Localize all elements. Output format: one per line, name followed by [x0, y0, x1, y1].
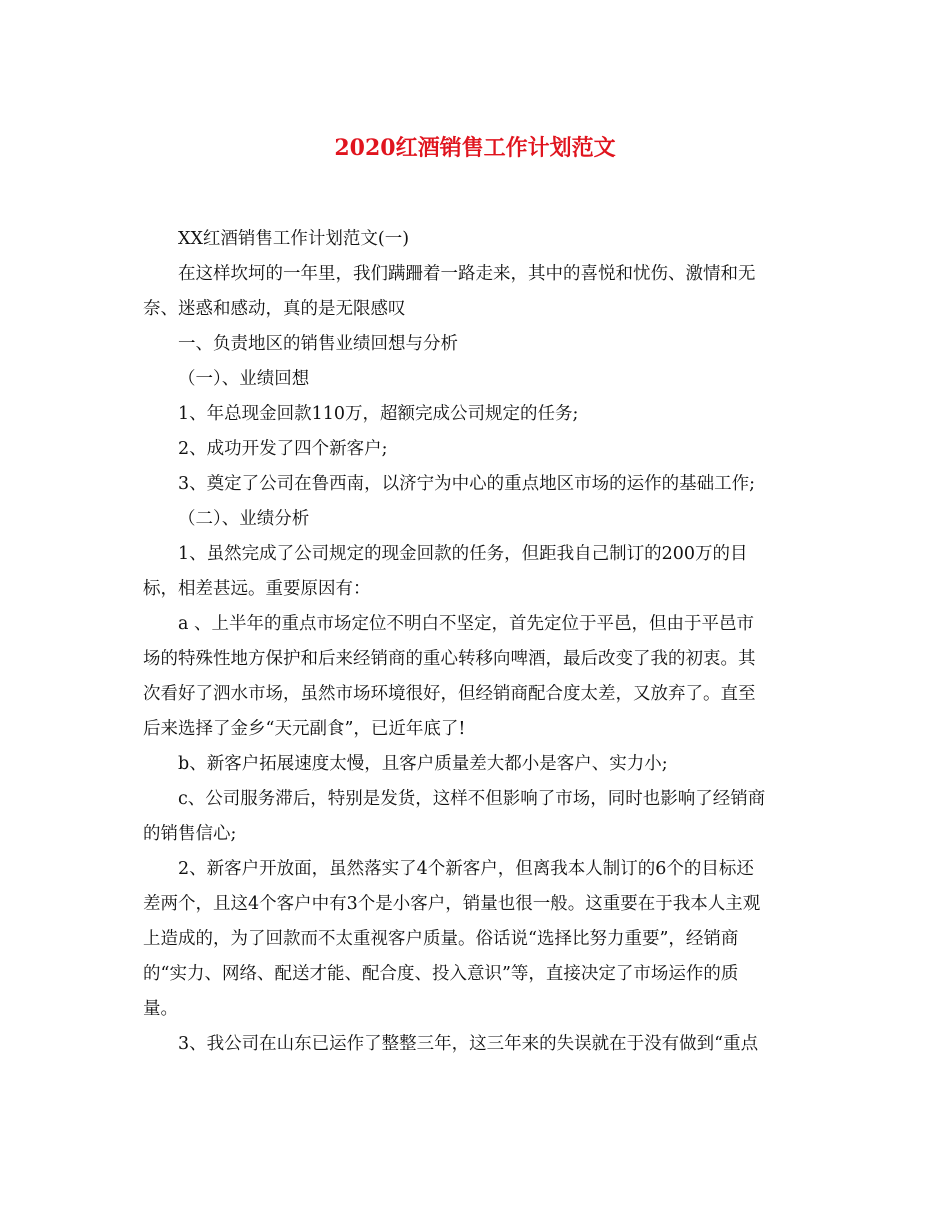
paragraph	[143, 502, 813, 537]
text-line: 1、年总现金回款110万，超额完成公司规定的任务;	[178, 404, 579, 424]
text-line: 差两个，且这4个客户中有3个是小客户，销量也很一般。这重要在于我本人主观	[143, 894, 761, 914]
text-line: 场的特殊性地方保护和后来经销商的重心转移向啤酒，最后改变了我的初衷。其	[143, 649, 756, 669]
text-line: a 、上半年的重点市场定位不明白不坚定，首先定位于平邑，但由于平邑市	[178, 614, 754, 634]
text-line: 后来选择了金乡“天元副食”，已近年底了!	[143, 719, 466, 739]
paragraph	[143, 1027, 813, 1062]
paragraph	[143, 222, 813, 257]
text-line: 量。	[143, 999, 178, 1019]
paragraph	[143, 257, 813, 327]
text-line: 3、我公司在山东已运作了整整三年，这三年来的失误就在于没有做到“重点	[178, 1034, 759, 1054]
text-line: 在这样坎坷的一年里，我们蹒跚着一路走来，其中的喜悦和忧伤、激情和无	[178, 264, 756, 284]
text-line: 上造成的，为了回款而不太重视客户质量。俗话说“选择比努力重要”，经销商	[143, 929, 739, 949]
text-line: 的“实力、网络、配送才能、配合度、投入意识”等，直接决定了市场运作的质	[143, 964, 739, 984]
text-line: 2、成功开发了四个新客户;	[178, 439, 388, 459]
paragraph	[143, 362, 813, 397]
document-body	[143, 222, 813, 1062]
text-line: （一）、业绩回想	[178, 369, 310, 389]
text-line: 一、负责地区的销售业绩回想与分析	[178, 334, 458, 354]
paragraph	[143, 747, 813, 782]
paragraph	[143, 432, 813, 467]
paragraph	[143, 852, 813, 1027]
paragraph	[143, 782, 813, 852]
paragraph	[143, 397, 813, 432]
text-line: （二）、业绩分析	[178, 509, 310, 529]
text-line: XX红酒销售工作计划范文(一)	[178, 229, 410, 249]
paragraph	[143, 607, 813, 747]
text-line: 奈、迷惑和感动，真的是无限感叹	[143, 299, 406, 319]
text-line: 标，相差甚远。重要原因有：	[143, 579, 371, 599]
paragraph	[143, 327, 813, 362]
text-line: 的销售信心;	[143, 824, 237, 844]
document-title: 2020红酒销售工作计划范文	[334, 135, 616, 161]
text-line: 3、奠定了公司在鲁西南，以济宁为中心的重点地区市场的运作的基础工作;	[178, 474, 756, 494]
paragraph	[143, 467, 813, 502]
text-line: 2、新客户开放面，虽然落实了4个新客户，但离我本人制订的6个的目标还	[178, 859, 754, 879]
paragraph	[143, 537, 813, 607]
text-line: 次看好了泗水市场，虽然市场环境很好，但经销商配合度太差，又放弃了。直至	[143, 684, 756, 704]
text-line: c、公司服务滞后，特别是发货，这样不但影响了市场，同时也影响了经销商	[178, 789, 766, 809]
text-line: 1、虽然完成了公司规定的现金回款的任务，但距我自己制订的200万的目	[178, 544, 748, 564]
text-line: b、新客户拓展速度太慢，且客户质量差大都小是客户、实力小;	[178, 754, 668, 774]
